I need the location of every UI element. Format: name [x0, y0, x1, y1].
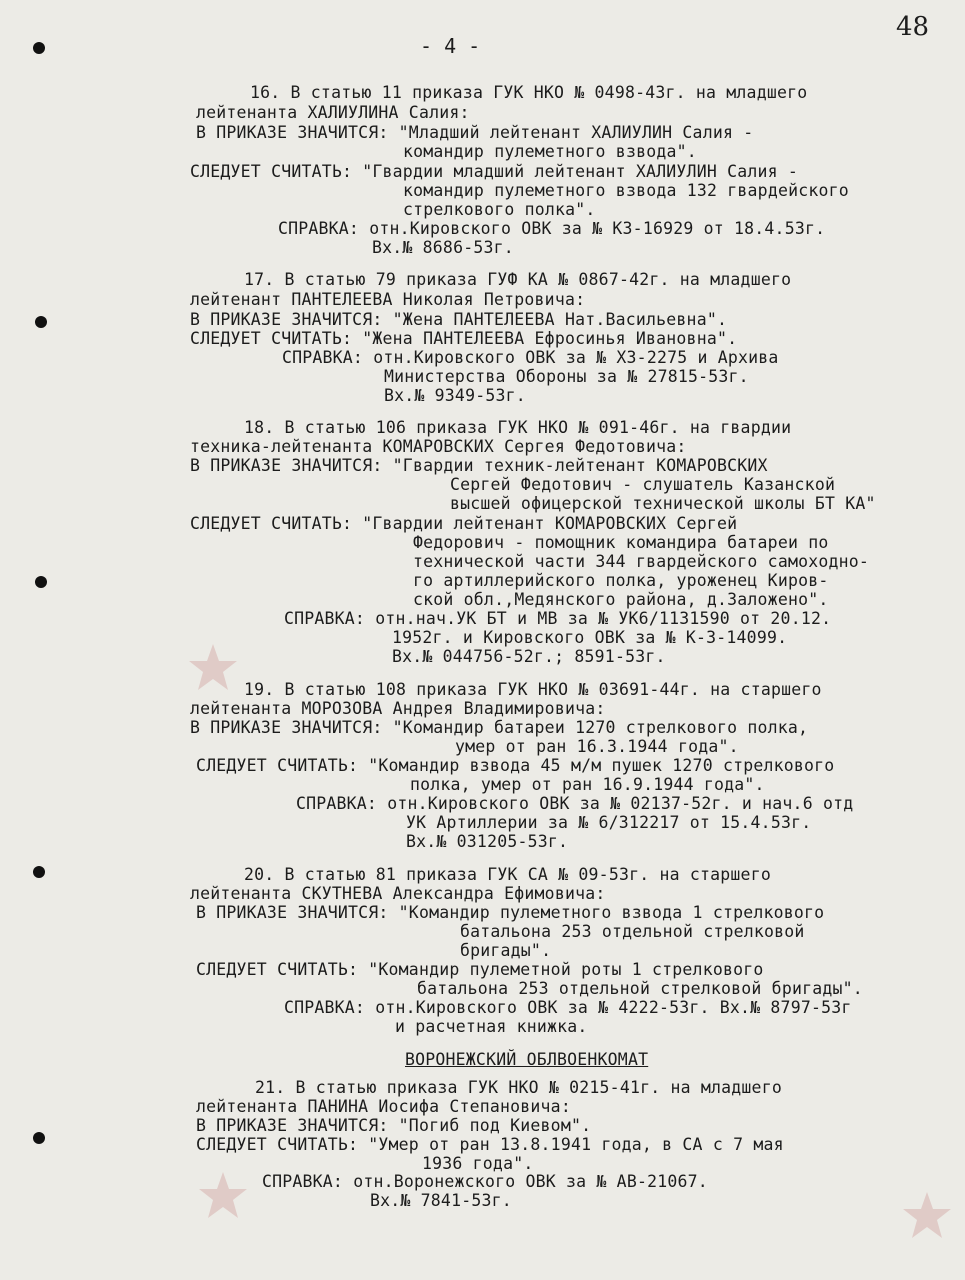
entry-line: СПРАВКА: отн.нач.УК БТ и МВ за № УК6/1131590 от 20.12.	[284, 609, 832, 628]
entry-line: В ПРИКАЗЕ ЗНАЧИТСЯ: "Жена ПАНТЕЛЕЕВА Нат.Васильевна".	[190, 310, 728, 329]
entry-line: го артиллерийского полка, уроженец Киров-	[413, 571, 829, 590]
entry-line: Сергей Федотович - слушатель Казанской	[450, 475, 836, 494]
entry-line: Вх.№ 7841-53г.	[370, 1191, 512, 1210]
entry-line: лейтенанта ПАНИНА Иосифа Степановича:	[196, 1097, 571, 1116]
entry-line: 18. В статью 106 приказа ГУК НКО № 091-46г. на гвардии	[244, 418, 792, 437]
binder-hole	[33, 866, 45, 878]
entry-line: Министерства Обороны за № 27815-53г.	[384, 367, 749, 386]
entry-line: В ПРИКАЗЕ ЗНАЧИТСЯ: "Командир пулеметного взвода 1 стрелкового	[196, 903, 825, 922]
archive-watermark-icon	[186, 640, 240, 694]
entry-line: СПРАВКА: отн.Кировского ОВК за № 4222-53г. Вх.№ 8797-53г	[284, 998, 852, 1017]
entry-line: стрелкового полка".	[403, 200, 596, 219]
binder-hole	[35, 576, 47, 588]
entry-line: 1952г. и Кировского ОВК за № К-3-14099.	[392, 628, 788, 647]
entry-line: УК Артиллерии за № 6/312217 от 15.4.53г.	[406, 813, 812, 832]
entry-line: Вх.№ 8686-53г.	[372, 238, 514, 257]
entry-line: техника-лейтенанта КОМАРОВСКИХ Сергея Федотовича:	[190, 437, 687, 456]
entry-line: СПРАВКА: отн.Воронежского ОВК за № АВ-21067.	[262, 1172, 708, 1191]
archive-watermark-icon	[900, 1188, 954, 1242]
entry-line: СЛЕДУЕТ СЧИТАТЬ: "Командир взвода 45 м/м пушек 1270 стрелкового	[196, 756, 835, 775]
page-number: - 4 -	[420, 34, 481, 58]
entry-line: В ПРИКАЗЕ ЗНАЧИТСЯ: "Младший лейтенант ХАЛИУЛИН Салия -	[196, 123, 754, 142]
entry-line: лейтенанта МОРОЗОВА Андрея Владимировича:	[190, 699, 606, 718]
section-heading: ВОРОНЕЖСКИЙ ОБЛВОЕНКОМАТ	[405, 1050, 649, 1069]
entry-line: В ПРИКАЗЕ ЗНАЧИТСЯ: "Гвардии техник-лейтенант КОМАРОВСКИХ	[190, 456, 768, 475]
entry-line: СЛЕДУЕТ СЧИТАТЬ: "Умер от ран 13.8.1941 года, в СА с 7 мая	[196, 1135, 784, 1154]
binder-hole	[33, 1132, 45, 1144]
entry-line: высшей офицерской технической школы БТ КА"	[450, 494, 876, 513]
entry-line: технической части 344 гвардейского самоходно-	[413, 552, 870, 571]
entry-line: командир пулеметного взвода".	[403, 142, 697, 161]
entry-line: лейтенант ПАНТЕЛЕЕВА Николая Петровича:	[190, 290, 586, 309]
entry-line: СЛЕДУЕТ СЧИТАТЬ: "Командир пулеметной роты 1 стрелкового	[196, 960, 764, 979]
entry-line: 17. В статью 79 приказа ГУФ КА № 0867-42г. на младшего	[244, 270, 792, 289]
entry-line: Вх.№ 044756-52г.; 8591-53г.	[392, 647, 666, 666]
entry-line: В ПРИКАЗЕ ЗНАЧИТСЯ: "Командир батареи 1270 стрелкового полка,	[190, 718, 809, 737]
entry-line: Вх.№ 9349-53г.	[384, 386, 526, 405]
entry-line: лейтенанта СКУТНЕВА Александра Ефимовича:	[190, 884, 606, 903]
entry-line: лейтенанта ХАЛИУЛИНА Салия:	[196, 103, 470, 122]
binder-hole	[35, 316, 47, 328]
entry-line: СЛЕДУЕТ СЧИТАТЬ: "Гвардии лейтенант КОМАРОВСКИХ Сергей	[190, 514, 738, 533]
entry-line: батальона 253 отдельной стрелковой бригады".	[417, 979, 863, 998]
entry-line: умер от ран 16.3.1944 года".	[455, 737, 739, 756]
entry-line: ской обл.,Медянского района, д.Заложено".	[413, 590, 829, 609]
entry-line: СПРАВКА: отн.Кировского ОВК за № 02137-52г. и нач.6 отд	[296, 794, 854, 813]
entry-line: СПРАВКА: отн.Кировского ОВК за № КЗ-16929 от 18.4.53г.	[278, 219, 826, 238]
entry-line: и расчетная книжка.	[395, 1017, 588, 1036]
entry-line: 21. В статью приказа ГУК НКО № 0215-41г. на младшего	[255, 1078, 782, 1097]
entry-line: 20. В статью 81 приказа ГУК СА № 09-53г. на старшего	[244, 865, 771, 884]
entry-line: 1936 года".	[422, 1154, 534, 1173]
entry-line: В ПРИКАЗЕ ЗНАЧИТСЯ: "Погиб под Киевом".	[196, 1116, 592, 1135]
entry-line: батальона 253 отдельной стрелковой	[460, 922, 805, 941]
entry-line: Вх.№ 031205-53г.	[406, 832, 569, 851]
entry-line: командир пулеметного взвода 132 гвардейского	[403, 181, 849, 200]
entry-line: СЛЕДУЕТ СЧИТАТЬ: "Гвардии младший лейтенант ХАЛИУЛИН Салия -	[190, 162, 799, 181]
entry-line: полка, умер от ран 16.9.1944 года".	[410, 775, 765, 794]
archive-watermark-icon	[196, 1168, 250, 1222]
entry-line: СЛЕДУЕТ СЧИТАТЬ: "Жена ПАНТЕЛЕЕВА Ефросинья Ивановна".	[190, 329, 738, 348]
entry-line: 19. В статью 108 приказа ГУК НКО № 03691-44г. на старшего	[244, 680, 822, 699]
entry-line: бригады".	[460, 941, 552, 960]
entry-line: 16. В статью 11 приказа ГУК НКО № 0498-43г. на младшего	[250, 83, 808, 102]
binder-hole	[33, 42, 45, 54]
entry-line: СПРАВКА: отн.Кировского ОВК за № ХЗ-2275 и Архива	[282, 348, 779, 367]
sheet-number: 48	[896, 12, 930, 42]
entry-line: Федорович - помощник командира батареи по	[413, 533, 829, 552]
